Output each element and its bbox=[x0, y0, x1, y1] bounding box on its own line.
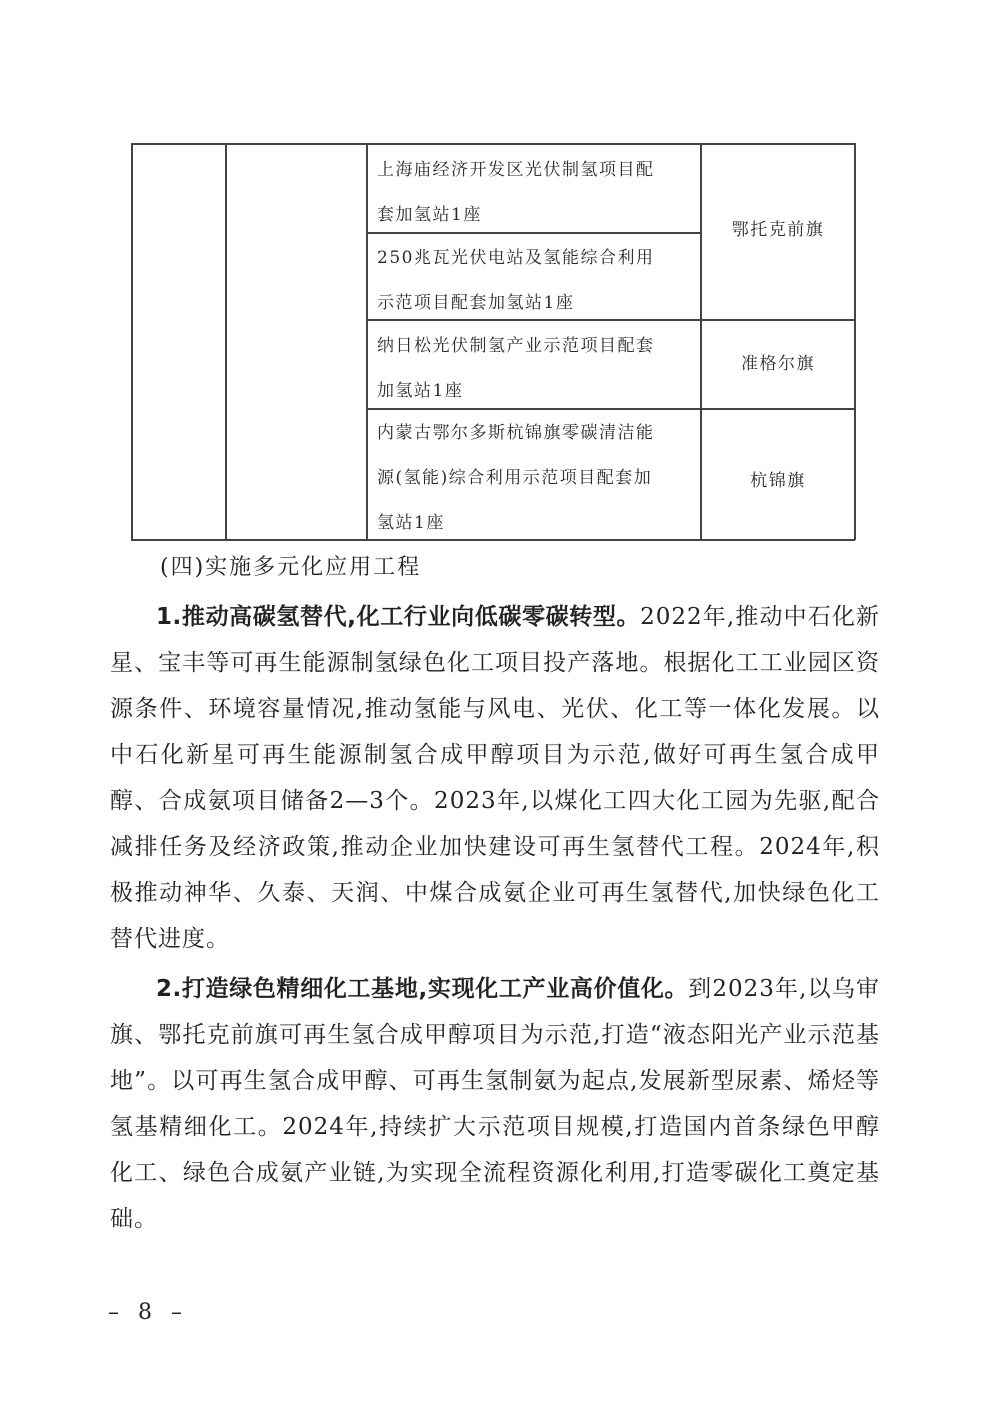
table-border-left bbox=[131, 143, 133, 540]
project-line: 示范项目配套加氢站1座 bbox=[377, 293, 575, 313]
hydrogen-station-table bbox=[131, 143, 855, 540]
table-region-cell: 准格尔旗 bbox=[741, 354, 815, 374]
table-col-divider-1 bbox=[225, 143, 227, 540]
project-line: 内蒙古鄂尔多斯杭锦旗零碳清洁能 bbox=[377, 423, 655, 443]
paragraph-lead: 1.推动高碳氢替代,化工行业向低碳零碳转型。 bbox=[156, 604, 641, 630]
project-line: 纳日松光伏制氢产业示范项目配套 bbox=[377, 336, 655, 356]
page-number: – 8 – bbox=[108, 1300, 188, 1325]
project-line: 250兆瓦光伏电站及氢能综合利用 bbox=[377, 248, 655, 268]
table-col-divider-2 bbox=[366, 143, 368, 540]
project-line: 套加氢站1座 bbox=[377, 205, 482, 225]
table-row-project bbox=[377, 411, 655, 546]
table-region-cell: 杭锦旗 bbox=[750, 471, 806, 491]
table-row-project bbox=[377, 324, 655, 414]
project-line: 源(氢能)综合利用示范项目配套加 bbox=[377, 468, 653, 488]
paragraph-body: 到2023年,以乌审旗、鄂托克前旗可再生氢合成甲醇项目为示范,打造“液态阳光产业示范基地”。以可再生氢合成甲醇、可再生氢制氨为起点,发展新型尿素、烯烃等氢基精细化工。2024年,持续扩大示范项目规模,打造国内首条绿色甲醇化工、绿色合成氨产业链,为实现全流程资源化利用,打造零碳化工奠定基础。 bbox=[110, 976, 880, 1232]
project-line: 上海庙经济开发区光伏制氢项目配 bbox=[377, 160, 655, 180]
project-line: 氢站1座 bbox=[377, 513, 445, 533]
table-border-top bbox=[131, 143, 855, 145]
project-line: 加氢站1座 bbox=[377, 381, 464, 401]
section-heading: (四)实施多元化应用工程 bbox=[160, 555, 422, 580]
table-row-project bbox=[377, 148, 655, 238]
paragraph bbox=[110, 594, 880, 962]
paragraph-body: 2022年,推动中石化新星、宝丰等可再生能源制氢绿色化工项目投产落地。根据化工工业园区资源条件、环境容量情况,推动氢能与风电、光伏、化工等一体化发展。以中石化新星可再生能源制氢合成甲醇项目为示范,做好可再生氢合成甲醇、合成氨项目储备2—3个。2023年,以煤化工四大化工园为先驱,配合减排任务及经济政策,推动企业加快建设可再生氢替代工程。2024年,积极推动神华、久泰、天润、中煤合成氨企业可再生氢替代,加快绿色化工替代进度。 bbox=[110, 604, 880, 952]
paragraph bbox=[110, 966, 880, 1242]
table-region-cell: 鄂托克前旗 bbox=[731, 220, 825, 240]
paragraph-lead: 2.打造绿色精细化工基地,实现化工产业高价值化。 bbox=[156, 976, 689, 1002]
table-row-project bbox=[377, 236, 654, 326]
